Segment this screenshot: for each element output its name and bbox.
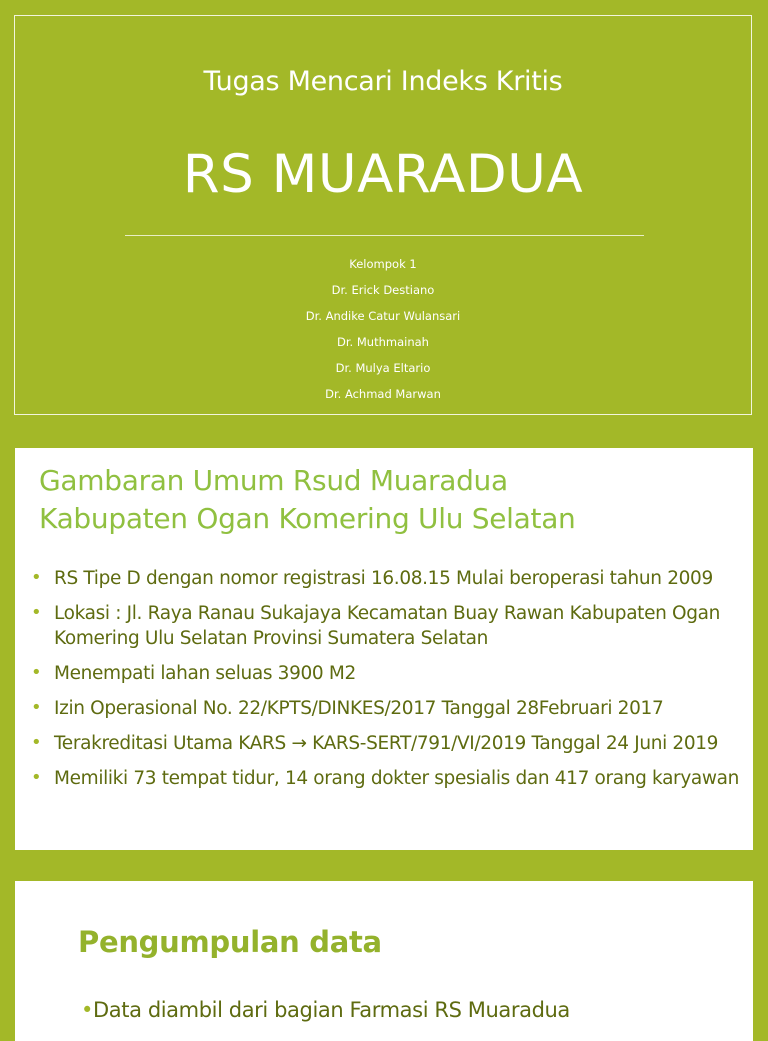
title-slide [14,15,752,415]
bullet-text: Lokasi : Jl. Raya Ranau Sukajaya Kecamatan Buay Rawan Kabupaten Ogan Komering Ulu Selatan Provinsi Sumatera Selatan [54,603,720,649]
bullet-icon: • [31,567,42,588]
bullet-item [29,566,745,591]
bullet-icon: • [31,602,42,623]
bullet-text: RS Tipe D dengan nomor registrasi 16.08.15 Mulai beroperasi tahun 2009 [54,568,713,589]
bullet-item [29,766,745,791]
member-name: Dr. Mulya Eltario [335,361,431,375]
member-name: Dr. Muthmainah [337,335,429,349]
overview-title-line-2: Kabupaten Ogan Komering Ulu Selatan [39,502,576,535]
bullet-icon: • [31,662,42,683]
slide-subtitle: Tugas Mencari Indeks Kritis [203,66,563,97]
bullet-icon: • [31,697,42,718]
bullet-text: Menempati lahan seluas 3900 M2 [54,663,356,684]
overview-title [39,462,729,538]
bullet-icon: • [31,732,42,753]
bullet-item [29,696,745,721]
title-divider [125,235,644,236]
bullet-text: Terakreditasi Utama KARS → KARS-SERT/791/VI/2019 Tanggal 24 Juni 2019 [54,733,719,754]
bullet-icon: • [81,998,93,1022]
member-name: Dr. Erick Destiano [331,283,435,297]
bullet-text: Memiliki 73 tempat tidur, 14 orang dokter spesialis dan 417 orang karyawan [54,768,740,789]
data-collection-slide [15,881,753,1041]
data-collection-title: Pengumpulan data [78,925,382,959]
overview-slide [15,448,753,850]
bullet-text: Data diambil dari bagian Farmasi RS Muaradua [93,998,570,1022]
bullet-item [29,601,745,651]
bullet-icon: • [31,767,42,788]
member-name: Dr. Andike Catur Wulansari [305,309,461,323]
overview-bullet-list [29,566,745,801]
group-member-list [15,254,751,410]
bullet-item [29,731,745,756]
bullet-item [81,998,570,1022]
member-name: Dr. Achmad Marwan [325,387,441,401]
overview-title-line-1: Gambaran Umum Rsud Muaradua [39,464,508,497]
bullet-item [29,661,745,686]
group-label: Kelompok 1 [349,257,417,271]
slide-title: RS MUARADUA [182,144,584,205]
bullet-text: Izin Operasional No. 22/KPTS/DINKES/2017 Tanggal 28Februari 2017 [54,698,664,719]
